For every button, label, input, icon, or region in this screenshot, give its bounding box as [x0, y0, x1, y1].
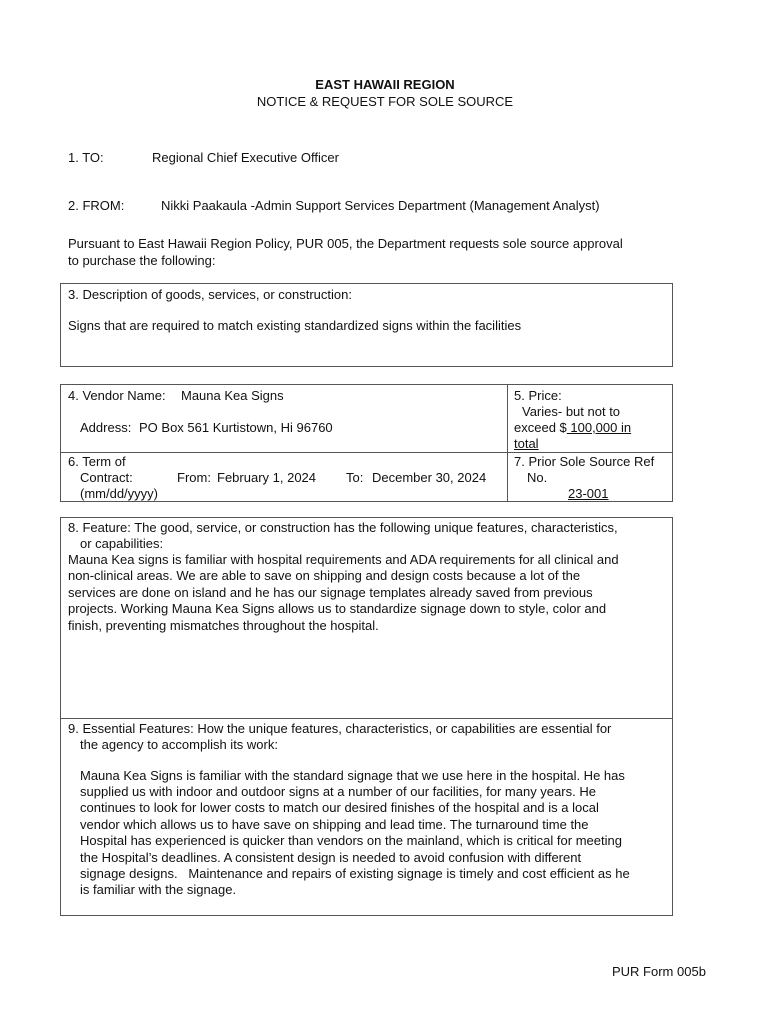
description-value: Signs that are required to match existing standardized signs within the facilities [68, 318, 522, 333]
price-amount: 100,000 in [566, 420, 632, 435]
term-from-label: From: [177, 470, 211, 485]
from-label: 2. FROM: [68, 198, 125, 213]
feature-body-line: finish, preventing mismatches throughout the hospital. [68, 618, 379, 633]
vendor-address-label: Address: [80, 420, 132, 435]
to-value: Regional Chief Executive Officer [152, 150, 339, 165]
feature-body-line: projects. Working Mauna Kea Signs allows us to standardize signage down to style, color and [68, 601, 607, 616]
vendor-address: PO Box 561 Kurtistown, Hi 96760 [139, 420, 333, 435]
price-line-2 [514, 420, 631, 436]
vendor-price-divider [507, 384, 508, 502]
region-title: EAST HAWAII REGION [315, 77, 455, 92]
essential-label-1: 9. Essential Features: How the unique features, characteristics, or capabilities are essential for [68, 721, 612, 736]
price-label: 5. Price: [514, 388, 562, 403]
essential-body-line: vendor which allows us to have save on shipping and lead time. The turnaround time the [80, 817, 589, 832]
prior-ref-label-2: No. [527, 470, 548, 485]
essential-label-2: the agency to accomplish its work: [80, 737, 278, 752]
essential-body-line: supplied us with indoor and outdoor signs at a number of our facilities, for many years. He [80, 784, 596, 799]
description-label: 3. Description of goods, services, or construction: [68, 287, 352, 302]
essential-body-line: signage designs. Maintenance and repairs of existing signage is timely and cost efficient as he [80, 866, 630, 881]
price-line-3: total [514, 436, 539, 451]
price-line-1: Varies- but not to [522, 404, 621, 419]
from-value: Nikki Paakaula -Admin Support Services Department (Management Analyst) [161, 198, 600, 213]
vendor-term-divider [60, 452, 673, 453]
essential-body-line: the Hospital’s deadlines. A consistent design is needed to avoid confusion with different [80, 850, 582, 865]
price-prefix: exceed $ [514, 420, 567, 435]
prior-ref-value: 23-001 [568, 486, 609, 501]
vendor-label: 4. Vendor Name: [68, 388, 166, 403]
term-to-label: To: [346, 470, 364, 485]
term-to-value: December 30, 2024 [372, 470, 487, 485]
term-from-value: February 1, 2024 [217, 470, 317, 485]
prior-ref-label-1: 7. Prior Sole Source Ref [514, 454, 655, 469]
essential-body-line: Mauna Kea Signs is familiar with the standard signage that we use here in the hospital. He has [80, 768, 625, 783]
form-id: PUR Form 005b [612, 964, 706, 979]
essential-body-line: Hospital has experienced is quicker than vendors on the mainland, which is critical for meeting [80, 833, 622, 848]
document-title: NOTICE & REQUEST FOR SOLE SOURCE [256, 94, 514, 109]
feature-body-line: Mauna Kea signs is familiar with hospital requirements and ADA requirements for all clinical and [68, 552, 619, 567]
to-label: 1. TO: [68, 150, 104, 165]
feature-body-line: services are done on island and he has our signage templates already saved from previous [68, 585, 593, 600]
intro-line-2: to purchase the following: [68, 253, 216, 268]
term-label-1: 6. Term of [68, 454, 126, 469]
feature-label-2: or capabilities: [80, 536, 164, 551]
essential-body-line: is familiar with the signage. [80, 882, 237, 897]
vendor-name: Mauna Kea Signs [181, 388, 284, 403]
feature-body-line: non-clinical areas. We are able to save on shipping and design costs because a lot of the [68, 568, 581, 583]
intro-line-1: Pursuant to East Hawaii Region Policy, PUR 005, the Department requests sole source approval [68, 236, 623, 251]
feature-label-1: 8. Feature: The good, service, or construction has the following unique features, characteristics, [68, 520, 618, 535]
term-label-3: (mm/dd/yyyy) [80, 486, 158, 501]
essential-body-line: continues to look for lower costs to match our desired finishes of the hospital and is a local [80, 800, 599, 815]
term-label-2: Contract: [80, 470, 133, 485]
